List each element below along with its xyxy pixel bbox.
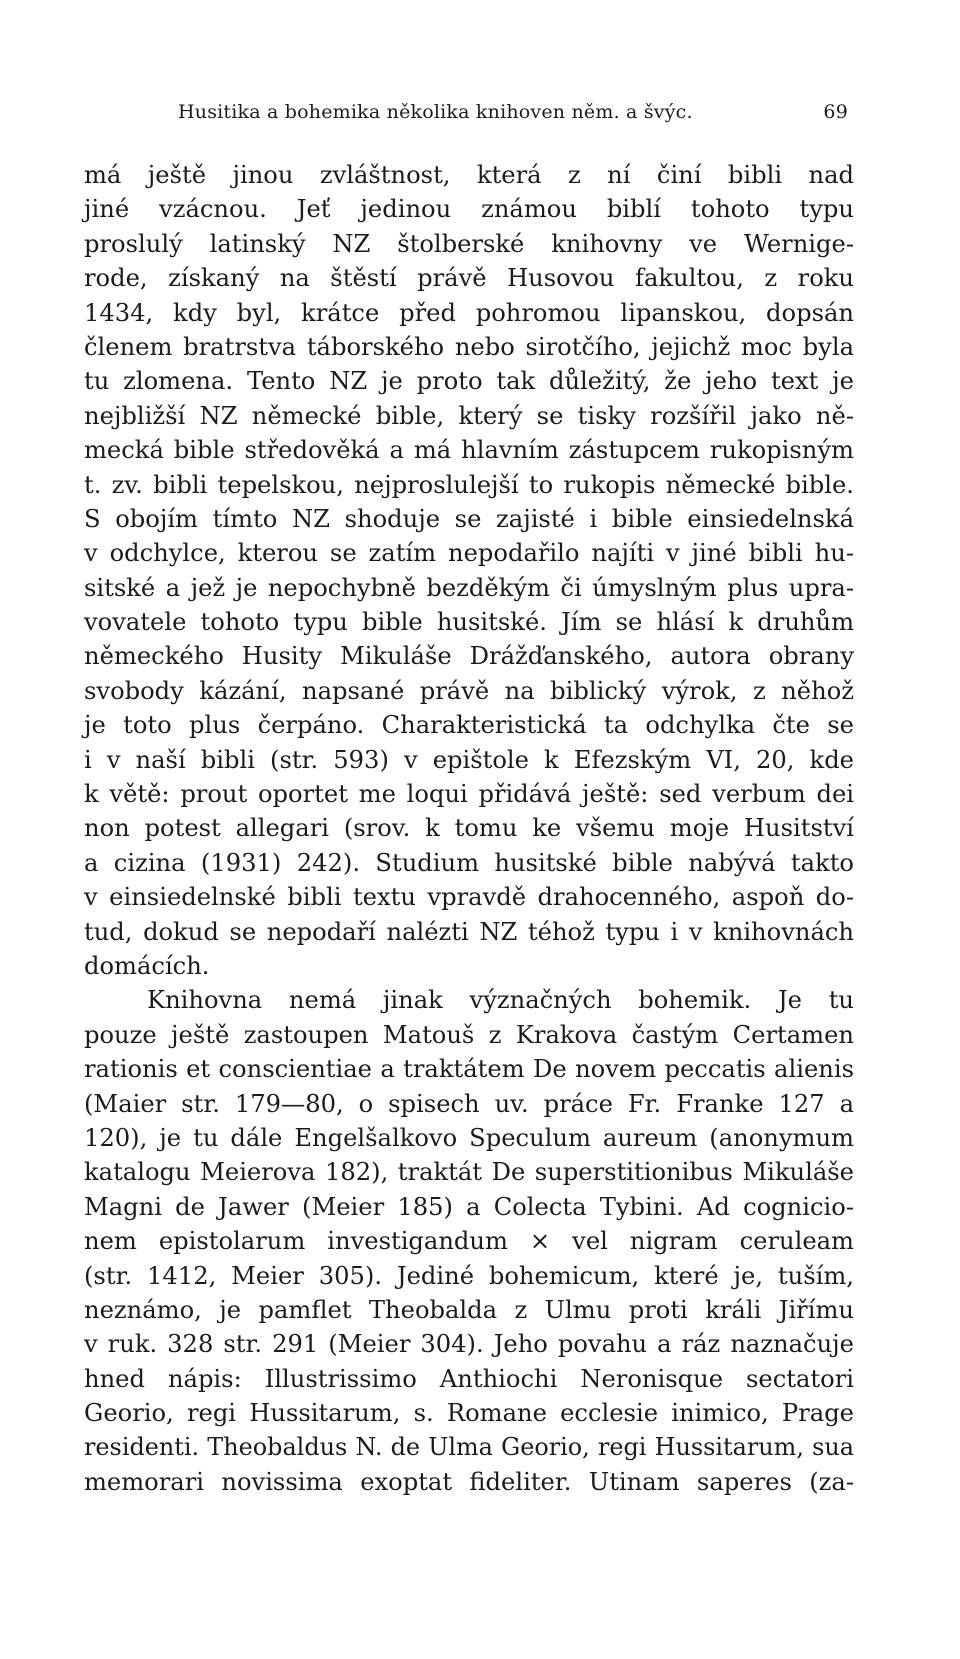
text-line: residenti. Theobaldus N. de Ulma Georio, regi Hussitarum, sua [84,1433,854,1462]
text-line: hned nápis: Illustrissimo Anthiochi Neronisque sectatori [84,1364,854,1393]
text-line: svobody kázání, napsané právě na biblický výrok, z něhož [84,676,854,705]
text-line: má ještě jinou zvláštnost, která z ní činí bibli nad [84,161,854,189]
text-line: v einsiedelnské bibli textu vpravdě drahocenného, aspoň do- [84,883,854,912]
text-line: vovatele tohoto typu bible husitské. Jím se hlásí k druhům [84,608,854,637]
text-line: sitské a jež je nepochybně bezděkým či úmyslným plus upra- [84,573,854,602]
text-line: memorari novissima exoptat fideliter. Utinam saperes (za- [84,1467,854,1496]
body-text [84,158,854,1499]
text-line: německého Husity Mikuláše Drážďanského, autora obrany [84,642,854,671]
text-line: domácích. [84,951,210,980]
text-line: členem bratrstva táborského nebo sirotčího, jejichž moc byla [84,332,854,361]
text-line: neznámo, je pamflet Theobalda z Ulmu proti králi Jiřímu [84,1295,854,1324]
text-line: nejbližší NZ německé bible, který se tisky rozšířil jako ně- [84,401,854,430]
text-line: tu zlomena. Tento NZ je proto tak důležitý, že jeho text je [84,367,854,396]
text-line: (Maier str. 179—80, o spisech uv. práce Fr. Franke 127 a [84,1089,854,1118]
text-line: (str. 1412, Meier 305). Jediné bohemicum, které je, tuším, [84,1261,854,1290]
text-line: jiné vzácnou. Jeť jedinou známou biblí tohoto typu [84,195,854,224]
text-line: katalogu Meierova 182), traktát De superstitionibus Mikuláše [84,1158,854,1187]
text-line: 1434, kdy byl, krátce před pohromou lipanskou, dopsán [84,298,854,327]
text-line: a cizina (1931) 242). Studium husitské bible nabývá takto [84,848,854,877]
page-number: 69 [823,101,848,123]
text-line: k větě: prout oportet me loqui přidává ještě: sed verbum dei [84,780,854,809]
text-line: mecká bible středověká a má hlavním zástupcem rukopisným [84,436,854,465]
text-line: rationis et conscientiae a traktátem De novem peccatis alienis [84,1055,854,1084]
running-head [178,97,848,127]
text-line: nem epistolarum investigandum × vel nigram ceruleam [84,1227,854,1256]
text-line: rode, získaný na štěstí právě Husovou fakultou, z roku [84,264,854,293]
text-line: je toto plus čerpáno. Charakteristická ta odchylka čte se [84,711,854,740]
text-line: S obojím tímto NZ shoduje se zajisté i bible einsiedelnská [84,504,854,533]
text-line: Magni de Jawer (Meier 185) a Colecta Tybini. Ad cognicio- [84,1192,854,1221]
text-line: i v naší bibli (str. 593) v epištole k Efezským VI, 20, kde [84,745,854,774]
text-line: v odchylce, kterou se zatím nepodařilo najíti v jiné bibli hu- [84,539,854,568]
text-line: Knihovna nemá jinak význačných bohemik. Je tu [147,986,854,1015]
text-line: non potest allegari (srov. k tomu ke všemu moje Husitství [84,814,854,843]
text-line: 120), je tu dále Engelšalkovo Speculum aureum (anonymum [84,1123,854,1152]
text-line: v ruk. 328 str. 291 (Meier 304). Jeho povahu a ráz naznačuje [84,1330,854,1359]
text-line: Georio, regi Hussitarum, s. Romane ecclesie inimico, Prage [84,1399,854,1428]
text-line: proslulý latinský NZ štolberské knihovny ve Wernige- [84,229,854,258]
text-line: pouze ještě zastoupen Matouš z Krakova častým Certamen [84,1020,854,1049]
running-title: Husitika a bohemika několika knihoven něm. a švýc. [178,101,693,123]
text-line: t. zv. bibli tepelskou, nejproslulejší to rukopis německé bible. [84,470,854,499]
text-line: tud, dokud se nepodaří nalézti NZ téhož typu i v knihovnách [84,917,854,946]
